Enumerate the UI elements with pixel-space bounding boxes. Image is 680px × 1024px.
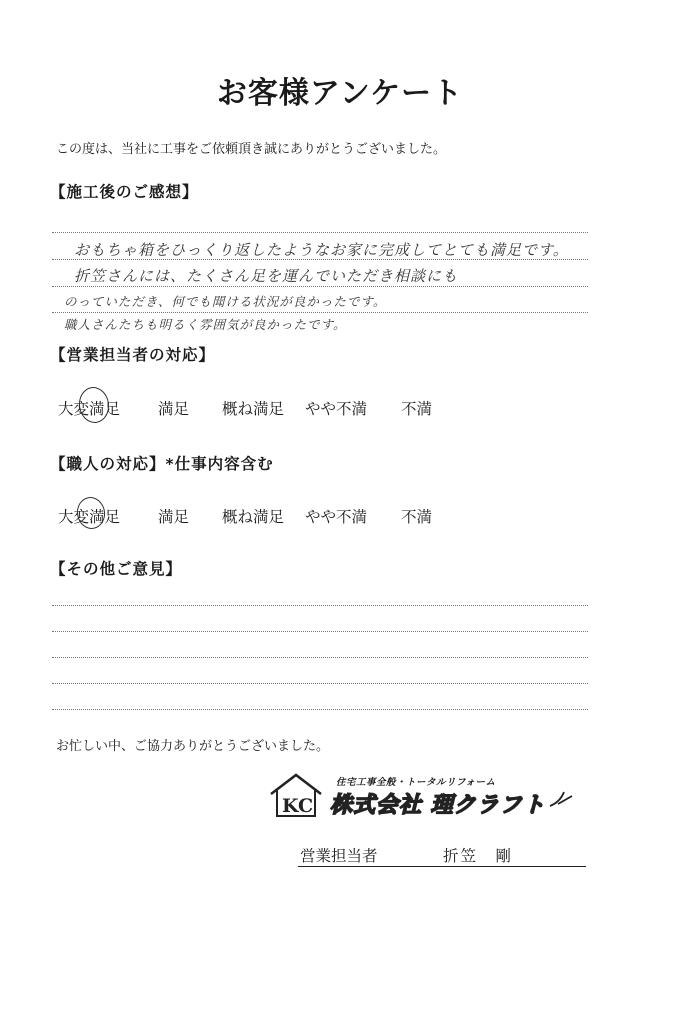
- closing-text: お忙しい中、ご協力ありがとうございました。: [56, 739, 330, 754]
- ruled-line: [52, 259, 588, 260]
- signature-line: [298, 866, 586, 867]
- rating-option-satisfied: 満足: [158, 400, 190, 418]
- swoosh-icon: [548, 786, 574, 810]
- handwritten-line-4: 職人さんたちも明るく雰囲気が良かったです。: [64, 317, 347, 332]
- logo-letters: KC: [282, 795, 314, 817]
- ruled-line: [52, 232, 588, 233]
- ruled-line: [52, 631, 588, 632]
- craftsman-response-heading: 【職人の対応】*仕事内容含む: [50, 455, 274, 473]
- page-title: お客様アンケート: [216, 76, 464, 111]
- sales-rep-label: 営業担当者: [300, 847, 378, 865]
- handwritten-line-1: おもちゃ箱をひっくり返したようなお家に完成してとても満足です。: [74, 241, 569, 259]
- house-logo-icon: [268, 772, 324, 820]
- rating-option-very-satisfied: 大変満足: [58, 400, 121, 418]
- rating-option-somewhat-dissatisfied: やや不満: [305, 508, 368, 526]
- impressions-heading: 【施工後のご感想】: [50, 183, 199, 201]
- other-opinions-heading: 【その他ご意見】: [50, 560, 183, 578]
- handwritten-line-2: 折笠さんには、たくさん足を運んでいただき相談にも: [74, 267, 459, 285]
- rating-option-mostly-satisfied: 概ね満足: [222, 508, 285, 526]
- rating-option-dissatisfied: 不満: [401, 508, 433, 526]
- rating-option-dissatisfied: 不満: [401, 400, 433, 418]
- rating-option-satisfied: 満足: [158, 508, 190, 526]
- ruled-line: [52, 657, 588, 658]
- rating-option-mostly-satisfied: 概ね満足: [222, 400, 285, 418]
- company-logo: [268, 772, 324, 820]
- ruled-line: [52, 683, 588, 684]
- ruled-line: [52, 605, 588, 606]
- ruled-line: [52, 286, 588, 287]
- ruled-line: [52, 312, 588, 313]
- handwritten-line-3: のっていただき、何でも聞ける状況が良かったです。: [64, 294, 387, 309]
- ruled-line: [52, 709, 588, 710]
- sales-rep-name: 折笠 剛: [443, 847, 514, 865]
- rating-option-very-satisfied: 大変満足: [58, 508, 121, 526]
- company-tagline: 住宅工事全般・トータルリフォーム: [336, 777, 496, 788]
- rating-option-somewhat-dissatisfied: やや不満: [305, 400, 368, 418]
- company-name: 株式会社 理クラフト: [330, 793, 546, 818]
- intro-text: この度は、当社に工事をご依頼頂き誠にありがとうございました。: [56, 142, 447, 157]
- sales-response-heading: 【営業担当者の対応】: [50, 346, 216, 364]
